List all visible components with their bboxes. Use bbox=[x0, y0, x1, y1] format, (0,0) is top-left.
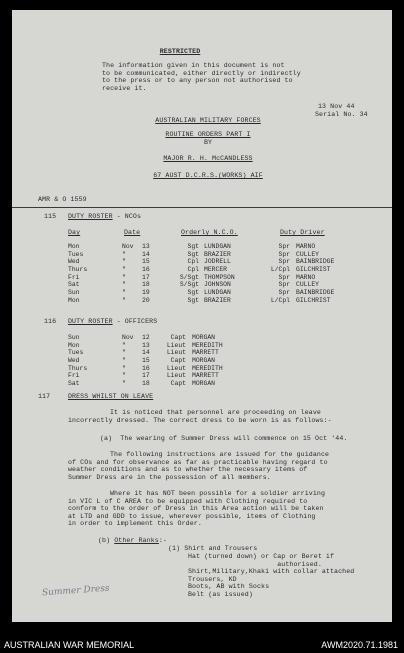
cell-rank: S/Sgt bbox=[179, 281, 199, 289]
day-column bbox=[68, 243, 87, 305]
cell-nco: BRAZIER bbox=[204, 296, 231, 304]
month-column bbox=[122, 243, 134, 305]
cell-rank: Spr bbox=[278, 281, 290, 289]
paragraph-b-heading: (b) Other Ranks:- bbox=[98, 537, 167, 544]
officer-column bbox=[192, 334, 223, 388]
cell-rank: Sgt bbox=[187, 296, 199, 304]
cell-rank: Capt bbox=[170, 380, 186, 388]
driver-column bbox=[296, 243, 334, 305]
cell-nco: BRAZIER bbox=[204, 250, 231, 258]
cell-month: " bbox=[122, 296, 126, 304]
column-header: Duty Driver bbox=[280, 229, 325, 236]
cell-date: 15 bbox=[142, 357, 150, 365]
cell-month: " bbox=[122, 266, 126, 274]
item-heading: DRESS WHILST ON LEAVE bbox=[68, 393, 154, 400]
cell-date: 17 bbox=[142, 372, 150, 380]
column-header: Day bbox=[68, 229, 81, 236]
list-item: (1) Shirt and Trousers bbox=[168, 545, 258, 552]
cell-rank: Sgt bbox=[187, 250, 199, 258]
cell-day: Sat bbox=[68, 281, 80, 289]
paragraph-line: The following instructions are issued for the guidance bbox=[110, 451, 330, 458]
cell-rank: Sgt bbox=[187, 243, 199, 250]
list-item: Boots, AB with Socks bbox=[188, 583, 270, 590]
footer-accession: AWM2020.71.1981 bbox=[321, 640, 398, 650]
paragraph-line: in VIC L of C AREA to be equipped with Clothing required to bbox=[68, 497, 308, 505]
list-item: authorised. bbox=[188, 560, 322, 568]
cell-rank: Spr bbox=[278, 289, 290, 297]
list-item: Belt (as issued) bbox=[188, 590, 253, 598]
cell-day: Mon bbox=[68, 341, 80, 349]
notice-line: to the press or to any person not authorised to bbox=[102, 77, 293, 84]
cell-rank: Lieut bbox=[166, 364, 186, 372]
cell-date: 15 bbox=[142, 258, 150, 266]
cell-officer: MARRETT bbox=[192, 349, 219, 357]
cell-day: Sat bbox=[68, 380, 80, 388]
cell-officer: MORGAN bbox=[192, 334, 216, 341]
cell-date: 16 bbox=[142, 364, 150, 372]
column-header: Date bbox=[124, 229, 141, 236]
cell-nco: MERCER bbox=[204, 266, 228, 274]
cell-officer: MEREDITH bbox=[192, 341, 223, 349]
cell-driver: GILCHRIST bbox=[296, 266, 331, 274]
cell-officer: MEREDITH bbox=[192, 364, 223, 372]
cell-rank: Spr bbox=[278, 273, 290, 281]
title-line: AUSTRALIAN MILITARY FORCES bbox=[155, 117, 261, 124]
cell-officer: MORGAN bbox=[192, 357, 216, 365]
cell-month: " bbox=[122, 372, 126, 380]
paragraph-line: Summer Dress are in the possession of all members. bbox=[68, 473, 271, 481]
cell-driver: MARNO bbox=[296, 273, 316, 281]
paragraph-line: conform to the order of Dress in this Area action will be taken bbox=[68, 505, 324, 512]
paragraph-line: Where it has NOT been possible for a soldier arriving bbox=[110, 490, 326, 497]
cell-month: " bbox=[122, 341, 126, 349]
cell-rank: Lieut bbox=[166, 372, 186, 380]
date-column bbox=[142, 243, 150, 305]
cell-driver: CULLEY bbox=[296, 250, 320, 258]
cell-rank: Capt bbox=[170, 357, 186, 365]
cell-date: 13 bbox=[142, 341, 150, 349]
cell-day: Wed bbox=[68, 357, 80, 365]
cell-driver: CULLEY bbox=[296, 281, 320, 289]
cell-day: Wed bbox=[68, 258, 80, 266]
cell-driver: BAINBRIDGE bbox=[296, 258, 335, 266]
cell-month: " bbox=[122, 273, 126, 281]
order-date: 13 Nov 44 bbox=[318, 103, 355, 110]
cell-month: " bbox=[122, 289, 126, 297]
date-column bbox=[142, 334, 150, 388]
cell-date: 14 bbox=[142, 349, 150, 357]
column-header: Orderly N.C.O. bbox=[181, 229, 238, 236]
cell-month: Nov bbox=[122, 334, 134, 341]
cell-rank: L/Cpl bbox=[270, 296, 290, 304]
paragraph-line: incorrectly dressed. The correct dress to be worn is as follows:- bbox=[68, 416, 332, 424]
cell-rank: Spr bbox=[278, 258, 290, 266]
cell-officer: MARRETT bbox=[192, 372, 219, 380]
serial-number: Serial No. 34 bbox=[315, 111, 368, 118]
cell-month: " bbox=[122, 364, 126, 372]
cell-nco: THOMPSON bbox=[204, 273, 235, 281]
cell-rank: L/Cpl bbox=[270, 266, 290, 274]
nco-column bbox=[204, 243, 235, 305]
cell-day: Thurs bbox=[68, 266, 88, 274]
item-number: 117 bbox=[38, 393, 51, 400]
cell-rank: Capt bbox=[170, 334, 186, 341]
divider bbox=[12, 207, 392, 208]
cell-month: " bbox=[122, 349, 126, 357]
notice-line: The information given in this document is not bbox=[102, 62, 285, 69]
cell-date: 12 bbox=[142, 334, 150, 341]
paragraph-a: (a) The wearing of Summer Dress will commence on 15 Oct '44. bbox=[100, 435, 348, 442]
cell-rank: Spr bbox=[278, 243, 290, 250]
cell-nco: LUNDGAN bbox=[204, 289, 231, 297]
cell-date: 19 bbox=[142, 289, 150, 297]
cell-day: Mon bbox=[68, 243, 80, 250]
commander-name: MAJOR R. H. McCANDLESS bbox=[163, 155, 253, 162]
cell-date: 20 bbox=[142, 296, 150, 304]
title-line: ROUTINE ORDERS PART I bbox=[165, 131, 251, 138]
cell-day: Tues bbox=[68, 349, 84, 357]
paragraph-line: at LTD and GDD to issue, wherever possible, items of Clothing bbox=[68, 512, 316, 520]
officer-rank-column bbox=[152, 334, 186, 388]
unit-name: 67 AUST D.C.R.S.(WORKS) AIF bbox=[153, 172, 263, 179]
document-page bbox=[12, 10, 392, 622]
notice-line: receive it. bbox=[102, 84, 147, 92]
cell-date: 17 bbox=[142, 273, 150, 281]
footer-source: AUSTRALIAN WAR MEMORIAL bbox=[4, 640, 135, 650]
notice-line: to be communicated, either directly or indirectly bbox=[102, 69, 301, 77]
paragraph-line: weather conditions and as to whether the necessary items of bbox=[68, 466, 308, 473]
item-number: 116 bbox=[44, 318, 57, 325]
cell-day: Tues bbox=[68, 250, 84, 258]
cell-day: Thurs bbox=[68, 364, 88, 372]
cell-month: " bbox=[122, 380, 126, 388]
cell-day: Fri bbox=[68, 273, 80, 281]
cell-day: Sun bbox=[68, 334, 80, 341]
cell-rank: Lieut bbox=[166, 349, 186, 357]
item-number: 115 bbox=[44, 213, 57, 220]
cell-date: 16 bbox=[142, 266, 150, 274]
cell-nco: JOHNSON bbox=[204, 281, 231, 289]
cell-driver: MARNO bbox=[296, 243, 316, 250]
cell-month: " bbox=[122, 357, 126, 365]
paragraph-line: It is noticed that personnel are proceeding on leave bbox=[110, 409, 321, 416]
reference: AMR & O 1559 bbox=[38, 196, 87, 203]
cell-day: Fri bbox=[68, 372, 80, 380]
cell-day: Sun bbox=[68, 289, 80, 297]
cell-date: 14 bbox=[142, 250, 150, 258]
cell-driver: GILCHRIST bbox=[296, 296, 331, 304]
driver-rank-column bbox=[256, 243, 290, 305]
nco-rank-column bbox=[165, 243, 199, 305]
day-column bbox=[68, 334, 87, 388]
cell-month: Nov bbox=[122, 243, 134, 250]
paragraph-line: in order to implement this Order. bbox=[68, 520, 202, 527]
cell-date: 18 bbox=[142, 380, 150, 388]
title-line: BY bbox=[203, 139, 213, 146]
item-heading: DUTY ROSTER - NCOs bbox=[68, 213, 142, 220]
month-column bbox=[122, 334, 134, 388]
cell-month: " bbox=[122, 281, 126, 289]
footer-bar bbox=[0, 637, 404, 653]
cell-rank: Cpl bbox=[187, 266, 199, 274]
cell-rank: Sgt bbox=[187, 289, 199, 297]
cell-nco: LUNDGAN bbox=[204, 243, 231, 250]
cell-officer: MORGAN bbox=[192, 380, 216, 388]
cell-rank: Spr bbox=[278, 250, 290, 258]
handwritten-annotation: Summer Dress bbox=[41, 583, 110, 599]
list-item: Trousers, KD bbox=[188, 575, 237, 583]
cell-month: " bbox=[122, 258, 126, 266]
cell-day: Mon bbox=[68, 296, 80, 304]
cell-rank: Cpl bbox=[187, 258, 199, 266]
restricted-heading: RESTRICTED bbox=[159, 48, 201, 55]
item-heading: DUTY ROSTER - OFFICERS bbox=[68, 318, 158, 325]
cell-rank: S/Sgt bbox=[179, 273, 199, 281]
cell-month: " bbox=[122, 250, 126, 258]
paragraph-line: of COs and for observance as far as practicable having regard to bbox=[68, 458, 328, 466]
list-item: Hat (turned down) or Cap or Beret if bbox=[188, 553, 335, 560]
cell-driver: BAINBRIDGE bbox=[296, 289, 335, 297]
cell-date: 18 bbox=[142, 281, 150, 289]
cell-rank: Lieut bbox=[166, 341, 186, 349]
cell-date: 13 bbox=[142, 243, 150, 250]
cell-nco: JODRELL bbox=[204, 258, 231, 266]
list-item: Shirt,Military,Khaki with collar attached bbox=[188, 568, 355, 575]
